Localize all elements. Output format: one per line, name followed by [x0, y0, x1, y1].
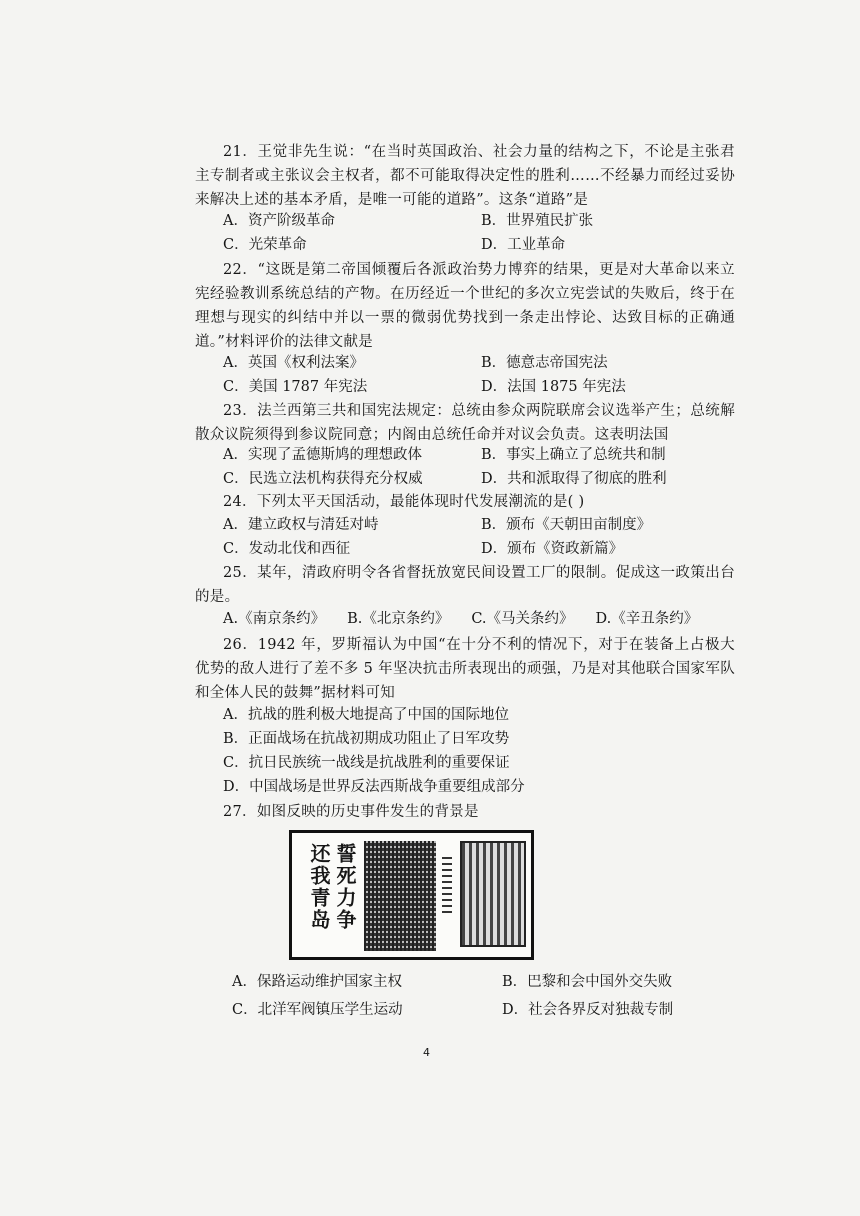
option-b[interactable]: B．颁布《天朝田亩制度》 — [481, 517, 652, 533]
option-c[interactable]: C．光荣革命 — [223, 237, 307, 253]
option-d[interactable]: D．工业革命 — [481, 237, 566, 253]
option-c[interactable]: C．发动北伐和西征 — [223, 541, 351, 557]
question-22 — [195, 258, 735, 354]
question-27 — [195, 800, 735, 824]
option-a[interactable]: A．英国《权利法案》 — [223, 355, 364, 371]
option-d[interactable]: D.《辛丑条约》 — [595, 611, 699, 627]
figure-text-block — [364, 841, 436, 951]
question-stem: 26．1942 年，罗斯福认为中国“在十分不利的情况下，对于在装备上占极大优势的敌人进行了差不多 5 年坚决抗击所表现出的顽强，乃是对其他联合国家军队和全体人民的鼓舞”据材料可知 — [195, 637, 735, 701]
option-d[interactable]: D．共和派取得了彻底的胜利 — [481, 471, 667, 487]
question-stem: 27．如图反映的历史事件发生的背景是 — [223, 804, 479, 820]
page-number: 4 — [423, 1046, 430, 1059]
question-25 — [195, 561, 735, 609]
option-b[interactable]: B．世界殖民扩张 — [481, 213, 594, 229]
option-a[interactable]: A．资产阶级革命 — [223, 213, 335, 229]
option-c[interactable]: C．北洋军阀镇压学生运动 — [232, 1002, 403, 1018]
option-b[interactable]: B．事实上确立了总统共和制 — [481, 447, 666, 463]
question-26 — [195, 633, 735, 705]
option-b[interactable]: B．正面战场在抗战初期成功阻止了日军攻势 — [223, 731, 510, 747]
options-23 — [223, 443, 743, 491]
question-stem: 22．“这既是第二帝国倾覆后各派政治势力博弈的结果，更是对大革命以来立宪经验教训系统总结的产物。在历经近一个世纪的多次立宪尝试的失败后，终于在理想与现实的纠结中并以一票的微弱优势找到一条走出悖论、达致目标的正确通道。”材料评价的法律文献是 — [195, 262, 735, 350]
options-27 — [232, 970, 732, 1022]
option-c[interactable]: C．美国 1787 年宪法 — [223, 379, 368, 395]
options-25 — [223, 607, 743, 631]
question-23 — [195, 399, 735, 447]
figure-text-strip — [442, 853, 452, 913]
option-b[interactable]: B．德意志帝国宪法 — [481, 355, 608, 371]
option-d[interactable]: D．颁布《资政新篇》 — [481, 541, 624, 557]
option-a[interactable]: A．建立政权与清廷对峙 — [223, 517, 379, 533]
question-stem: 21．王觉非先生说：“在当时英国政治、社会力量的结构之下，不论是主张君主专制者或主张议会主权者，都不可能取得决定性的胜利……不经暴力而经过妥协来解决上述的基本矛盾，是唯一可能的道路”。这条“道路”是 — [195, 144, 735, 208]
option-d[interactable]: D．法国 1875 年宪法 — [481, 379, 626, 395]
option-a[interactable]: A．抗战的胜利极大地提高了中国的国际地位 — [223, 707, 509, 723]
options-21 — [223, 209, 743, 257]
option-d[interactable]: D．中国战场是世界反法西斯战争重要组成部分 — [223, 779, 525, 795]
question-24 — [195, 490, 735, 514]
option-d[interactable]: D．社会各界反对独裁专制 — [502, 1002, 674, 1018]
question-stem: 25．某年，清政府明令各省督抚放宽民间设置工厂的限制。促成这一政策出台的是。 — [195, 565, 735, 605]
options-24 — [223, 513, 743, 561]
option-c[interactable]: C.《马关条约》 — [471, 611, 574, 627]
option-a[interactable]: A.《南京条约》 — [223, 611, 326, 627]
question-stem: 24．下列太平天国活动，最能体现时代发展潮流的是( ) — [223, 494, 585, 510]
options-26 — [223, 703, 743, 799]
option-c[interactable]: C．民选立法机构获得充分权威 — [223, 471, 423, 487]
option-c[interactable]: C．抗日民族统一战线是抗战胜利的重要保证 — [223, 755, 510, 771]
question-stem: 23．法兰西第三共和国宪法规定：总统由参众两院联席会议选举产生；总统解散众议院须得到参议院同意；内阁由总统任命并对议会负责。这表明法国 — [195, 403, 735, 443]
option-b[interactable]: B．巴黎和会中国外交失败 — [502, 974, 673, 990]
option-a[interactable]: A．保路运动维护国家主权 — [232, 974, 402, 990]
figure-headline: 誓死力争 还我青岛 — [307, 843, 357, 931]
option-a[interactable]: A．实现了孟德斯鸠的理想政体 — [223, 447, 422, 463]
option-b[interactable]: B.《北京条约》 — [347, 611, 450, 627]
question-21 — [195, 140, 735, 212]
newspaper-figure — [289, 830, 534, 960]
options-22 — [223, 351, 743, 399]
figure-side-panel — [460, 841, 526, 947]
